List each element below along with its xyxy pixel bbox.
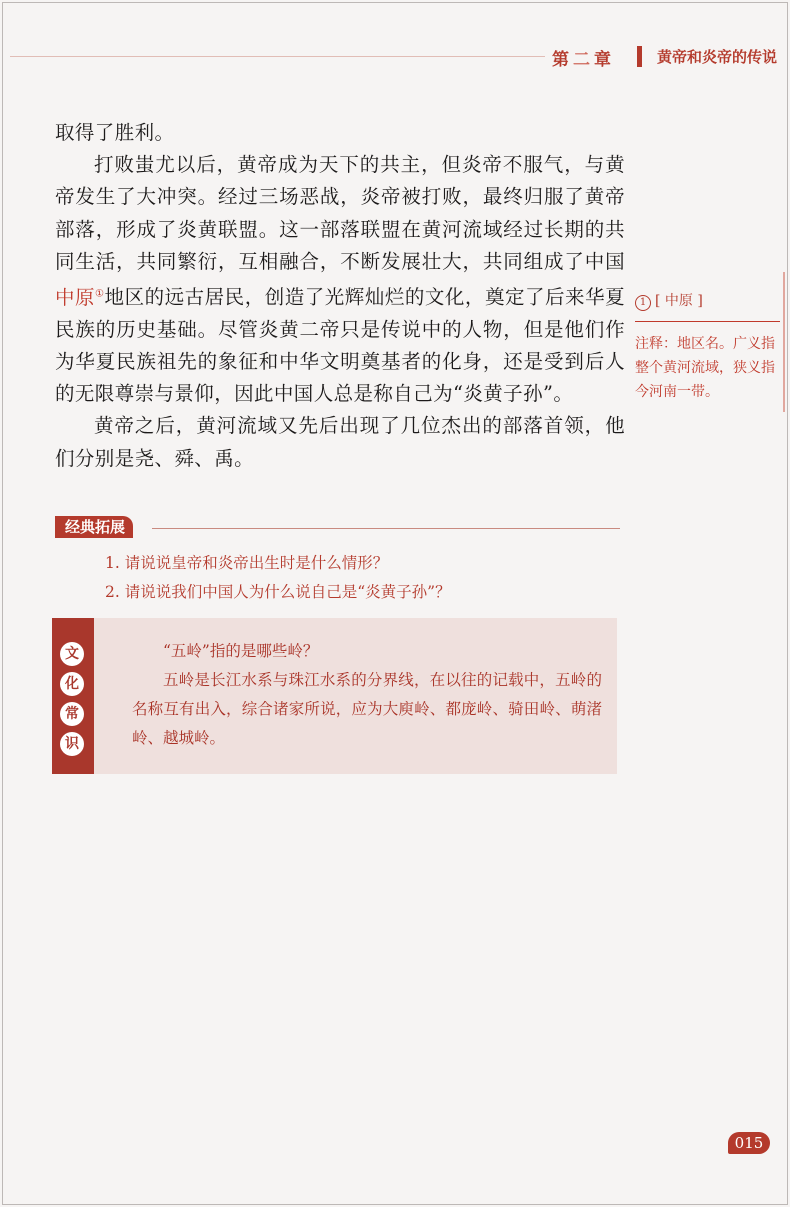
extension-questions — [105, 549, 451, 607]
paragraph-1: 取得了胜利。 — [55, 121, 175, 144]
culture-question: “五岭”指的是哪些岭？ — [163, 642, 319, 660]
header-divider-bar — [637, 46, 642, 67]
body-text — [55, 117, 625, 475]
note-side-rule — [783, 272, 785, 412]
culture-tag-char: 识 — [60, 732, 84, 756]
side-note — [635, 290, 785, 404]
note-number: 1 — [635, 295, 651, 311]
chapter-pre: 第 — [552, 50, 573, 70]
question-2: 2. 请说说我们中国人为什么说自己是“炎黄子孙”？ — [105, 583, 451, 601]
header-rule — [10, 56, 545, 57]
note-term: [ 中原 ] — [655, 293, 703, 309]
culture-answer: 五岭是长江水系与珠江水系的分界线，在以往的记载中，五岭的名称互有出入，综合诸家所说，应为大庾岭、都庞岭、骑田岭、萌渚岭、越城岭。 — [132, 671, 602, 747]
page-number: 015 — [728, 1132, 770, 1154]
paragraph-2-rest: 地区的远古居民，创造了光辉灿烂的文化，奠定了后来华夏民族的历史基础。尽管炎黄二帝只是传说中的人物，但是他们作为华夏民族祖先的象征和中华文明奠基者的化身，还是受到后人的无限尊崇与景仰，因此中国人总是称自己为“炎黄子孙”。 — [55, 285, 625, 406]
note-divider — [635, 321, 780, 322]
culture-text — [132, 637, 602, 753]
extension-heading: 经典拓展 — [55, 516, 133, 538]
paragraph-3: 黄帝之后，黄河流域又先后出现了几位杰出的部落首领，他们分别是尧、舜、禹。 — [55, 414, 625, 470]
culture-tag-char: 文 — [60, 642, 84, 666]
paragraph-2 — [55, 149, 625, 410]
culture-box — [52, 618, 617, 774]
note-heading — [635, 290, 785, 311]
extension-rule — [152, 528, 620, 529]
culture-tag-char: 化 — [60, 672, 84, 696]
term-zhongyuan[interactable] — [55, 286, 105, 309]
chapter-post: 章 — [594, 50, 615, 70]
chapter-label — [552, 45, 615, 70]
culture-tag-char: 常 — [60, 702, 84, 726]
chapter-title: 黄帝和炎帝的传说 — [657, 48, 778, 66]
note-text: 注释：地区名。广义指整个黄河流域，狭义指今河南一带。 — [635, 336, 775, 400]
culture-tag — [52, 618, 94, 774]
question-1: 1. 请说说皇帝和炎帝出生时是什么情形？ — [105, 554, 389, 572]
paragraph-2-start: 打败蚩尤以后，黄帝成为天下的共主，但炎帝不服气，与黄帝发生了大冲突。经过三场恶战，炎帝被打败，最终归服了黄帝部落，形成了炎黄联盟。这一部落联盟在黄河流域经过长期的共同生活，共同繁衍，互相融合，不断发展壮大，共同组成了中国 — [55, 153, 625, 273]
chapter-number: 二 — [573, 50, 594, 70]
term-text: 中原 — [55, 285, 96, 309]
footnote-ref: ① — [95, 288, 105, 300]
